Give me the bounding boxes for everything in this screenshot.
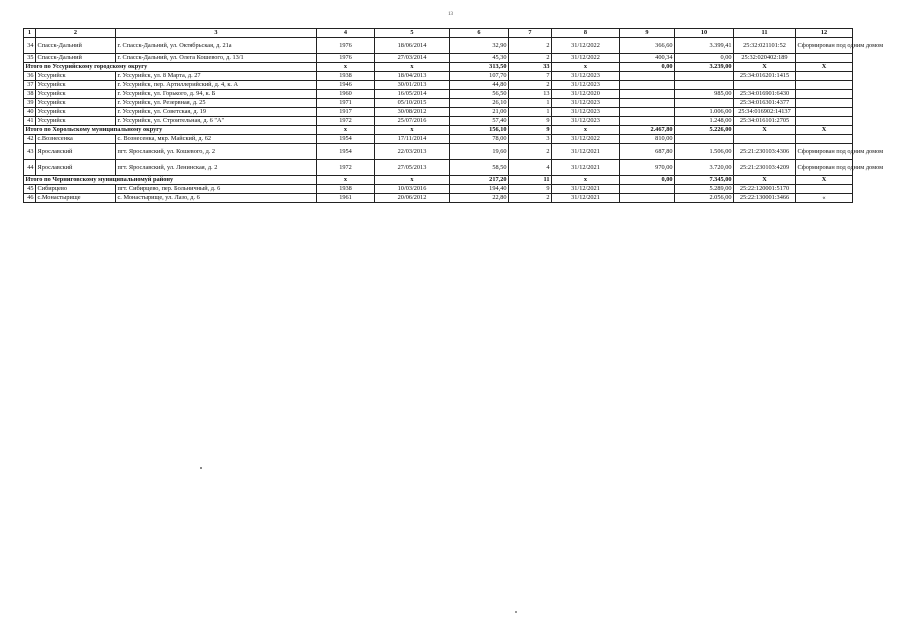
settlement-cell: Сибирцево bbox=[36, 185, 116, 194]
area-cell: 107,70 bbox=[450, 72, 509, 81]
date-cell: 18/04/2013 bbox=[375, 72, 450, 81]
row-number-cell: 34 bbox=[24, 38, 36, 54]
column-header: 10 bbox=[675, 29, 734, 38]
deadline-cell: 31/12/2022 bbox=[552, 38, 620, 54]
residents-cell: 2 bbox=[509, 38, 552, 54]
settlement-cell: Уссурийск bbox=[36, 108, 116, 117]
note-cell: « bbox=[796, 194, 853, 203]
residents-cell: 1 bbox=[509, 99, 552, 108]
subtotal-cell: x bbox=[552, 176, 620, 185]
scan-speck bbox=[515, 611, 517, 613]
row-number-cell: 35 bbox=[24, 54, 36, 63]
table-row bbox=[24, 194, 853, 203]
date-cell: 27/05/2013 bbox=[375, 160, 450, 176]
cadastral-number-cell bbox=[734, 81, 796, 90]
settlement-cell: Уссурийск bbox=[36, 117, 116, 126]
address-cell: с. Вознесенка, мкр. Майский, д. 62 bbox=[116, 135, 317, 144]
area-cell: 21,00 bbox=[450, 108, 509, 117]
subtotal-cell: x bbox=[375, 63, 450, 72]
subtotal-cell: X bbox=[734, 126, 796, 135]
settlement-cell: Ярославский bbox=[36, 160, 116, 176]
deadline-cell: 31/12/2021 bbox=[552, 194, 620, 203]
row-number-cell: 41 bbox=[24, 117, 36, 126]
address-cell: г. Уссурийск, ул. Резервная, д. 25 bbox=[116, 99, 317, 108]
residents-cell: 2 bbox=[509, 194, 552, 203]
cadastral-number-cell: 25:32:021101:52 bbox=[734, 38, 796, 54]
page-number: 13 bbox=[448, 12, 453, 17]
cost-b-cell: 3.399,41 bbox=[675, 38, 734, 54]
residents-cell: 1 bbox=[509, 108, 552, 117]
settlement-cell: Уссурийск bbox=[36, 90, 116, 99]
settlement-cell: Ярославский bbox=[36, 144, 116, 160]
table-row bbox=[24, 144, 853, 160]
cadastral-number-cell: 25:21:230103:4209 bbox=[734, 160, 796, 176]
date-cell: 20/06/2012 bbox=[375, 194, 450, 203]
area-cell: 22,80 bbox=[450, 194, 509, 203]
cost-a-cell bbox=[620, 99, 675, 108]
settlement-cell: Спасск-Дальний bbox=[36, 54, 116, 63]
cost-b-cell: 985,00 bbox=[675, 90, 734, 99]
settlement-cell: Уссурийск bbox=[36, 72, 116, 81]
table-row bbox=[24, 81, 853, 90]
subtotal-cell: 313,50 bbox=[450, 63, 509, 72]
column-header: 8 bbox=[552, 29, 620, 38]
residents-cell: 13 bbox=[509, 90, 552, 99]
subtotal-cell: X bbox=[796, 63, 853, 72]
year-built-cell: 1972 bbox=[317, 160, 375, 176]
cost-b-cell: 0,00 bbox=[675, 54, 734, 63]
subtotal-cell: x bbox=[317, 63, 375, 72]
row-number-cell: 45 bbox=[24, 185, 36, 194]
register-table bbox=[23, 28, 884, 203]
subtotal-cell: 2.467,80 bbox=[620, 126, 675, 135]
table-row bbox=[24, 54, 853, 63]
cost-a-cell bbox=[620, 185, 675, 194]
cost-b-cell: 1.248,00 bbox=[675, 117, 734, 126]
cost-b-cell: 1.006,00 bbox=[675, 108, 734, 117]
table-row bbox=[24, 90, 853, 99]
column-header: 9 bbox=[620, 29, 675, 38]
deadline-cell: 31/12/2023 bbox=[552, 81, 620, 90]
area-cell: 26,10 bbox=[450, 99, 509, 108]
subtotal-cell: X bbox=[796, 176, 853, 185]
deadline-cell: 31/12/2023 bbox=[552, 99, 620, 108]
deadline-cell: 31/12/2023 bbox=[552, 108, 620, 117]
cost-a-cell bbox=[620, 117, 675, 126]
address-cell: г. Уссурийск, ул. 8 Марта, д. 27 bbox=[116, 72, 317, 81]
cadastral-number-cell bbox=[734, 135, 796, 144]
area-cell: 58,50 bbox=[450, 160, 509, 176]
subtotal-label: Итого по Черниговскому муниципальномуй району bbox=[24, 176, 317, 185]
date-cell: 18/06/2014 bbox=[375, 38, 450, 54]
residents-cell: 2 bbox=[509, 54, 552, 63]
row-number-cell: 43 bbox=[24, 144, 36, 160]
address-cell: г. Уссурийск, пер. Артиллерийский, д. 4, к. А bbox=[116, 81, 317, 90]
subtotal-cell: x bbox=[375, 176, 450, 185]
year-built-cell: 1938 bbox=[317, 72, 375, 81]
settlement-cell: с.Вознесенка bbox=[36, 135, 116, 144]
cadastral-number-cell: 25:21:230103:4306 bbox=[734, 144, 796, 160]
year-built-cell: 1976 bbox=[317, 38, 375, 54]
address-cell: пгт. Ярославский, ул. Ленинская, д. 2 bbox=[116, 160, 317, 176]
residents-cell: 2 bbox=[509, 81, 552, 90]
row-number-cell: 37 bbox=[24, 81, 36, 90]
area-cell: 19,60 bbox=[450, 144, 509, 160]
address-cell: г. Уссурийск, ул. Горького, д. 94, к. Б bbox=[116, 90, 317, 99]
column-header: 4 bbox=[317, 29, 375, 38]
address-cell: г. Спасск-Дальний, ул. Октябрьская, д. 21а bbox=[116, 38, 317, 54]
subtotal-cell: x bbox=[317, 126, 375, 135]
table-body bbox=[24, 38, 884, 203]
cost-b-cell: 2.056,00 bbox=[675, 194, 734, 203]
row-number-cell: 42 bbox=[24, 135, 36, 144]
subtotal-cell: x bbox=[552, 126, 620, 135]
column-header: 6 bbox=[450, 29, 509, 38]
address-cell: пгт. Сибирцево, пер. Больничный, д. 6 bbox=[116, 185, 317, 194]
subtotal-cell: 0,00 bbox=[620, 176, 675, 185]
year-built-cell: 1976 bbox=[317, 54, 375, 63]
residents-cell: 4 bbox=[509, 160, 552, 176]
deadline-cell: 31/12/2021 bbox=[552, 144, 620, 160]
settlement-cell: Спасск-Дальний bbox=[36, 38, 116, 54]
column-header: 2 bbox=[36, 29, 116, 38]
subtotal-cell: x bbox=[375, 126, 450, 135]
subtotal-cell: X bbox=[796, 126, 853, 135]
cost-b-cell: 5.289,00 bbox=[675, 185, 734, 194]
table-row bbox=[24, 160, 853, 176]
column-header: 3 bbox=[116, 29, 317, 38]
cadastral-number-cell: 25:22:130001:3466 bbox=[734, 194, 796, 203]
residents-cell: 3 bbox=[509, 135, 552, 144]
date-cell: 27/03/2014 bbox=[375, 54, 450, 63]
cadastral-number-cell: 25:34:016201:1415 bbox=[734, 72, 796, 81]
address-cell: пгт. Ярославский, ул. Кошевого, д. 2 bbox=[116, 144, 317, 160]
deadline-cell: 31/12/2020 bbox=[552, 90, 620, 99]
cost-a-cell bbox=[620, 72, 675, 81]
note-cell bbox=[796, 135, 853, 144]
area-cell: 78,00 bbox=[450, 135, 509, 144]
cost-b-cell bbox=[675, 81, 734, 90]
table-row bbox=[24, 108, 853, 117]
table-row bbox=[24, 72, 853, 81]
subtotal-cell: X bbox=[734, 63, 796, 72]
date-cell: 10/03/2016 bbox=[375, 185, 450, 194]
cost-b-cell: 3.720,00 bbox=[675, 160, 734, 176]
area-cell: 32,90 bbox=[450, 38, 509, 54]
cadastral-number-cell: 25:34:016101:2705 bbox=[734, 117, 796, 126]
year-built-cell: 1971 bbox=[317, 99, 375, 108]
subtotal-cell: X bbox=[734, 176, 796, 185]
subtotal-row bbox=[24, 126, 853, 135]
settlement-cell: Уссурийск bbox=[36, 81, 116, 90]
cost-a-cell: 810,00 bbox=[620, 135, 675, 144]
subtotal-cell: 7.345,00 bbox=[675, 176, 734, 185]
date-cell: 30/01/2013 bbox=[375, 81, 450, 90]
subtotal-cell: 156,10 bbox=[450, 126, 509, 135]
cost-a-cell: 687,80 bbox=[620, 144, 675, 160]
date-cell: 16/05/2014 bbox=[375, 90, 450, 99]
subtotal-row bbox=[24, 176, 853, 185]
year-built-cell: 1954 bbox=[317, 135, 375, 144]
subtotal-cell: 3.239,00 bbox=[675, 63, 734, 72]
subtotal-label: Итого по Хорольскому муниципальному округу bbox=[24, 126, 317, 135]
year-built-cell: 1954 bbox=[317, 144, 375, 160]
settlement-cell: с.Монастырище bbox=[36, 194, 116, 203]
area-cell: 44,80 bbox=[450, 81, 509, 90]
cost-a-cell: 400,34 bbox=[620, 54, 675, 63]
scan-speck bbox=[200, 467, 202, 469]
note-cell bbox=[796, 72, 853, 81]
subtotal-cell: x bbox=[317, 176, 375, 185]
cost-a-cell bbox=[620, 108, 675, 117]
deadline-cell: 31/12/2021 bbox=[552, 185, 620, 194]
subtotal-cell: 33 bbox=[509, 63, 552, 72]
table-row bbox=[24, 117, 853, 126]
note-cell bbox=[796, 54, 853, 63]
cost-a-cell bbox=[620, 194, 675, 203]
year-built-cell: 1917 bbox=[317, 108, 375, 117]
subtotal-cell: 5.226,00 bbox=[675, 126, 734, 135]
note-cell bbox=[796, 81, 853, 90]
note-cell: Сформирован под одним домом bbox=[796, 38, 853, 54]
note-cell bbox=[796, 108, 853, 117]
column-header: 1 bbox=[24, 29, 36, 38]
residents-cell: 2 bbox=[509, 144, 552, 160]
date-cell: 05/10/2015 bbox=[375, 99, 450, 108]
year-built-cell: 1946 bbox=[317, 81, 375, 90]
row-number-cell: 40 bbox=[24, 108, 36, 117]
residents-cell: 9 bbox=[509, 185, 552, 194]
cost-b-cell bbox=[675, 99, 734, 108]
note-cell: Сформирован под одним домом bbox=[796, 144, 853, 160]
table-row bbox=[24, 135, 853, 144]
settlement-cell: Уссурийск bbox=[36, 99, 116, 108]
subtotal-row bbox=[24, 63, 853, 72]
address-cell: г. Спасск-Дальний, ул. Олега Кошевого, д. 13/1 bbox=[116, 54, 317, 63]
year-built-cell: 1960 bbox=[317, 90, 375, 99]
cadastral-number-cell: 25:34:016301:4377 bbox=[734, 99, 796, 108]
residents-cell: 7 bbox=[509, 72, 552, 81]
subtotal-cell: 11 bbox=[509, 176, 552, 185]
date-cell: 22/03/2013 bbox=[375, 144, 450, 160]
subtotal-label: Итого по Уссурийскому городскому округу bbox=[24, 63, 317, 72]
date-cell: 25/07/2016 bbox=[375, 117, 450, 126]
subtotal-cell: 9 bbox=[509, 126, 552, 135]
table-row bbox=[24, 185, 853, 194]
row-number-cell: 38 bbox=[24, 90, 36, 99]
address-cell: г. Уссурийск, ул. Строительная, д. 6 "А" bbox=[116, 117, 317, 126]
subtotal-cell: 0,00 bbox=[620, 63, 675, 72]
column-header: 7 bbox=[509, 29, 552, 38]
date-cell: 30/08/2012 bbox=[375, 108, 450, 117]
year-built-cell: 1938 bbox=[317, 185, 375, 194]
note-cell bbox=[796, 185, 853, 194]
area-cell: 56,50 bbox=[450, 90, 509, 99]
note-cell bbox=[796, 99, 853, 108]
column-header: 5 bbox=[375, 29, 450, 38]
row-number-cell: 36 bbox=[24, 72, 36, 81]
subtotal-cell: 217,20 bbox=[450, 176, 509, 185]
cost-a-cell: 366,60 bbox=[620, 38, 675, 54]
year-built-cell: 1972 bbox=[317, 117, 375, 126]
note-cell bbox=[796, 117, 853, 126]
cadastral-number-cell: 25:34:016902:14137 bbox=[734, 108, 796, 117]
cost-a-cell: 970,00 bbox=[620, 160, 675, 176]
row-number-cell: 44 bbox=[24, 160, 36, 176]
cost-b-cell bbox=[675, 72, 734, 81]
subtotal-cell: x bbox=[552, 63, 620, 72]
cost-a-cell bbox=[620, 81, 675, 90]
deadline-cell: 31/12/2021 bbox=[552, 160, 620, 176]
address-cell: г. Уссурийск, ул. Советская, д. 19 bbox=[116, 108, 317, 117]
deadline-cell: 31/12/2023 bbox=[552, 72, 620, 81]
cadastral-number-cell: 25:22:120001:5170 bbox=[734, 185, 796, 194]
deadline-cell: 31/12/2022 bbox=[552, 54, 620, 63]
year-built-cell: 1961 bbox=[317, 194, 375, 203]
header-row bbox=[24, 29, 853, 38]
cost-b-cell bbox=[675, 135, 734, 144]
table-row bbox=[24, 38, 853, 54]
column-header: 11 bbox=[734, 29, 796, 38]
residents-cell: 9 bbox=[509, 117, 552, 126]
cadastral-number-cell: 25:32:020402:189 bbox=[734, 54, 796, 63]
table-row bbox=[24, 99, 853, 108]
cost-b-cell: 1.506,00 bbox=[675, 144, 734, 160]
area-cell: 57,40 bbox=[450, 117, 509, 126]
cost-a-cell bbox=[620, 90, 675, 99]
area-cell: 194,40 bbox=[450, 185, 509, 194]
date-cell: 17/11/2014 bbox=[375, 135, 450, 144]
deadline-cell: 31/12/2022 bbox=[552, 135, 620, 144]
deadline-cell: 31/12/2023 bbox=[552, 117, 620, 126]
address-cell: с. Монастырище, ул. Лазо, д. 6 bbox=[116, 194, 317, 203]
cadastral-number-cell: 25:34:016901:6430 bbox=[734, 90, 796, 99]
note-cell bbox=[796, 90, 853, 99]
column-header: 12 bbox=[796, 29, 853, 38]
row-number-cell: 46 bbox=[24, 194, 36, 203]
row-number-cell: 39 bbox=[24, 99, 36, 108]
note-cell: Сформирован под одним домом bbox=[796, 160, 853, 176]
area-cell: 45,30 bbox=[450, 54, 509, 63]
